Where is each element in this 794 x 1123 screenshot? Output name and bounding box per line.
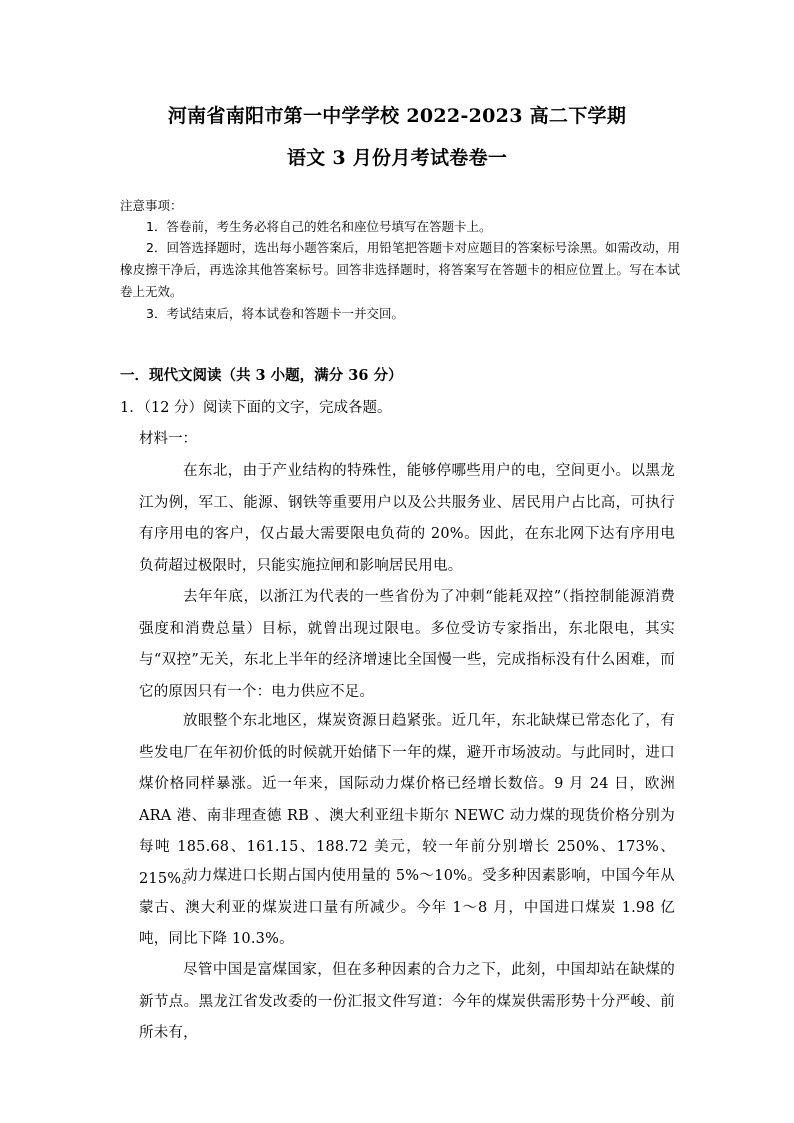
notice-item: 3．考试结束后，将本试卷和答题卡一并交回。 (146, 306, 404, 321)
material-label: 材料一： (139, 431, 197, 447)
reading-paragraph: 放眼整个东北地区，煤炭资源日趋紧张。近几年，东北缺煤已常态化了，有些发电厂在年初价低的时候就开始储下一年的煤，避开市场波动。与此同时，进口煤价格同样暴涨。近一年来，国际动力煤价格已经增长数倍。9 月 24 日，欧洲 ARA 港、南非理查德 RB 、澳大利亚纽卡斯尔 NEWC 动力煤的现货价格分别为每吨 185.68、161.15、188.72 美元，较一年前分别增长 250%、173%、215%。 (139, 713, 675, 887)
reading-paragraph: 动力煤进口长期占国内使用量的 5%～10%。受多种因素影响，中国今年从蒙古、澳大利亚的煤炭进口量有所减少。今年 1～8 月，中国进口煤炭 1.98 亿吨，同比下降 10.3%。 (139, 868, 675, 947)
reading-paragraph: 在东北，由于产业结构的特殊性，能够停哪些用户的电，空间更小。以黑龙江为例，军工、能源、钢铁等重要用户以及公共服务业、居民用户占比高，可执行有序用电的客户，仅占最大需要限电负荷的 20%。因此，在东北网下达有序用电负荷超过极限时，只能实施拉闸和影响居民用电。 (139, 463, 675, 574)
exam-title-line1: 河南省南阳市第一中学学校 2022-2023 高二下学期 (167, 105, 627, 127)
reading-paragraph: 去年年底，以浙江为代表的一些省份为了冲刺“能耗双控”（指控制能源消费强度和消费总量）目标，就曾出现过限电。多位受访专家指出，东北限电，其实与“双控”无关，东北上半年的经济增速比全国慢一些，完成指标没有什么困难，而它的原因只有一个：电力供应不足。 (139, 589, 675, 700)
notice-heading: 注意事项： (120, 198, 183, 213)
question-prompt: 1．（12 分）阅读下面的文字，完成各题。 (120, 400, 392, 416)
exam-title-line2: 语文 3 月份月考试卷卷一 (286, 147, 508, 169)
reading-paragraph: 尽管中国是富煤国家，但在多种因素的合力之下，此刻，中国却站在缺煤的新节点。黑龙江省发改委的一份汇报文件写道：今年的煤炭供需形势十分严峻、前所未有， (139, 962, 675, 1041)
notice-item: 1．答卷前，考生务必将自己的姓名和座位号填写在答题卡上。 (146, 219, 492, 234)
section-heading: 一．现代文阅读（共 3 小题，满分 36 分） (120, 367, 403, 384)
notice-item: 2．回答选择题时，选出每小题答案后，用铅笔把答题卡对应题目的答案标号涂黑。如需改动，用橡皮擦干净后，再选涂其他答案标号。回答非选择题时，将答案写在答题卡的相应位置上。写在本试卷上无效。 (120, 240, 680, 299)
